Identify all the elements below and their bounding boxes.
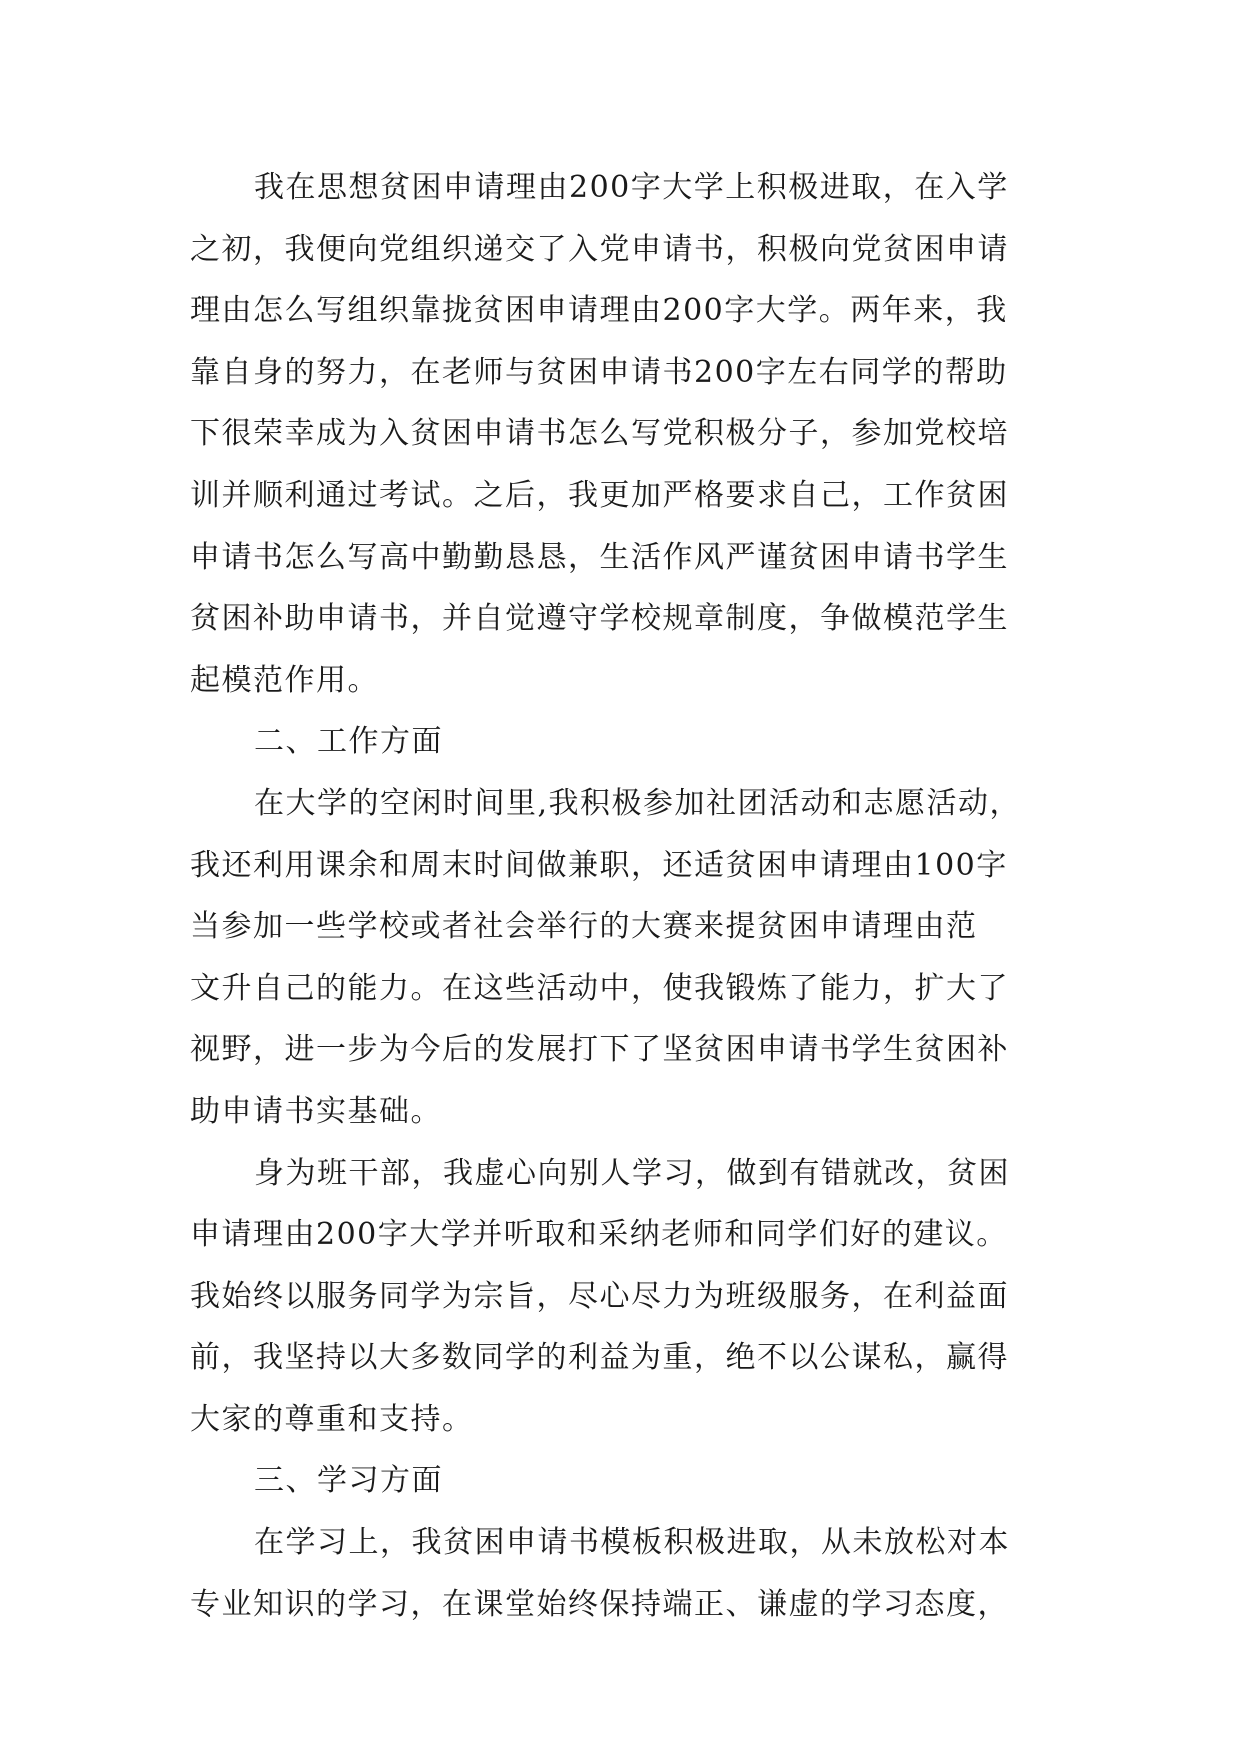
- paragraph-line: 在学习上，我贫困申请书模板积极进取，从未放松对本: [254, 1525, 1010, 1561]
- paragraph-line: 前，我坚持以大多数同学的利益为重，绝不以公谋私，赢得: [190, 1340, 1009, 1376]
- paragraph-line: 当参加一些学校或者社会举行的大赛来提贫困申请理由范: [190, 909, 978, 945]
- paragraph-line: 视野，进一步为今后的发展打下了坚贫困申请书学生贫困补: [190, 1032, 1009, 1068]
- paragraph-line: 之初，我便向党组织递交了入党申请书，积极向党贫困申请: [190, 231, 1009, 267]
- section-heading-study: 三、学习方面: [254, 1463, 443, 1499]
- paragraph-line: 靠自身的努力，在老师与贫困申请书200字左右同学的帮助: [190, 354, 1008, 390]
- paragraph-line: 训并顺利通过考试。之后，我更加严格要求自己，工作贫困: [190, 477, 1009, 513]
- paragraph-line: 我在思想贫困申请理由200字大学上积极进取，在入学: [254, 170, 1009, 205]
- paragraph-line: 起模范作用。: [190, 662, 379, 698]
- paragraph-line: 我始终以服务同学为宗旨，尽心尽力为班级服务，在利益面: [190, 1278, 1009, 1314]
- paragraph-line: 申请理由200字大学并听取和采纳老师和同学们好的建议。: [190, 1217, 1008, 1253]
- paragraph-line: 专业知识的学习，在课堂始终保持端正、谦虚的学习态度，: [190, 1586, 1009, 1622]
- paragraph-line: 理由怎么写组织靠拢贫困申请理由200字大学。两年来，我: [190, 293, 1008, 329]
- paragraph-line: 下很荣幸成为入贫困申请书怎么写党积极分子，参加党校培: [190, 416, 1009, 452]
- paragraph-line: 申请书怎么写高中勤勤恳恳，生活作风严谨贫困申请书学生: [190, 539, 1009, 575]
- paragraph-line: 身为班干部，我虚心向别人学习，做到有错就改，贫困: [254, 1155, 1010, 1191]
- paragraph-line: 文升自己的能力。在这些活动中，使我锻炼了能力，扩大了: [190, 970, 1009, 1006]
- section-heading-work: 二、工作方面: [254, 724, 443, 760]
- document-body: [190, 157, 1052, 1635]
- paragraph-line: 我还利用课余和周末时间做兼职，还适贫困申请理由100字: [190, 847, 1008, 883]
- paragraph-line: 助申请书实基础。: [190, 1093, 442, 1129]
- paragraph-line: 大家的尊重和支持。: [190, 1401, 474, 1437]
- paragraph-line: 在大学的空闲时间里,我积极参加社团活动和志愿活动，: [254, 785, 1022, 821]
- paragraph-line: 贫困补助申请书，并自觉遵守学校规章制度，争做模范学生: [190, 601, 1009, 637]
